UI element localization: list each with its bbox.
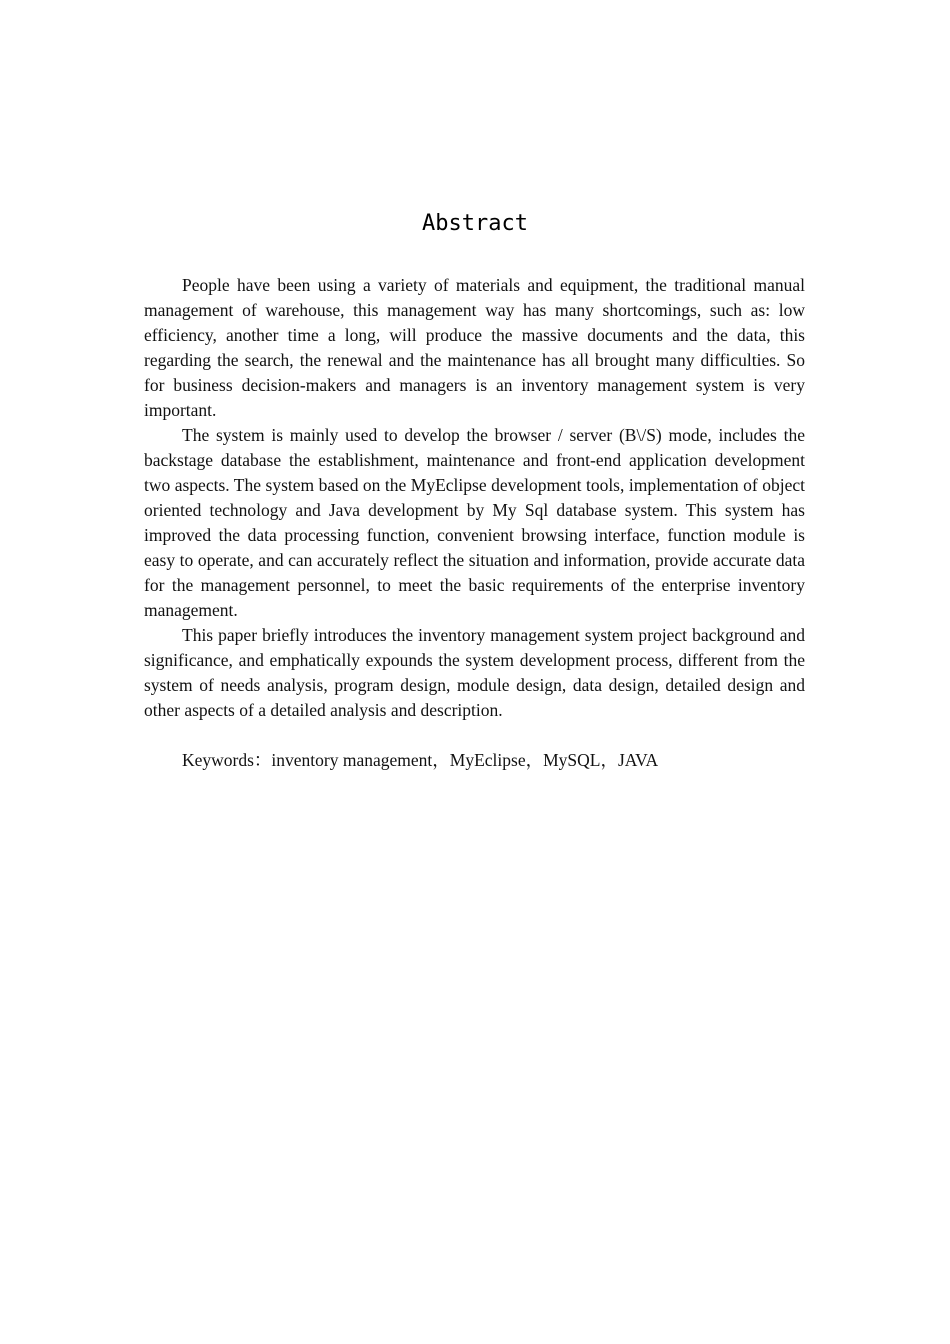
- abstract-paragraph-3: This paper briefly introduces the inventory management system project background and significance, and emphatically expounds the system development process, different from the system of needs analysis, program design, module design, data design, detailed design and other aspects of a detailed analysis and description.: [144, 625, 805, 720]
- abstract-paragraph-1: People have been using a variety of materials and equipment, the traditional manual management of warehouse, this management way has many shortcomings, such as: low efficiency, another time a long, will produce the massive documents and the data, this regarding the search, the renewal and the maintenance has all brought many difficulties. So for business decision-makers and managers is an inventory management system is very important.: [144, 275, 805, 420]
- abstract-body: [144, 273, 805, 773]
- page-title: Abstract: [422, 211, 528, 236]
- abstract-paragraph-2: The system is mainly used to develop the browser / server (B\/S) mode, includes the backstage database the establishment, maintenance and front-end application development two aspects. The system based on the MyEclipse development tools, implementation of object oriented technology and Java development by My Sql database system. This system has improved the data processing function, convenient browsing interface, function module is easy to operate, and can accurately reflect the situation and information, provide accurate data for the management personnel, to meet the basic requirements of the enterprise inventory management.: [144, 425, 805, 620]
- keywords-line: Keywords：inventory management，MyEclipse，MySQL，JAVA: [182, 750, 659, 770]
